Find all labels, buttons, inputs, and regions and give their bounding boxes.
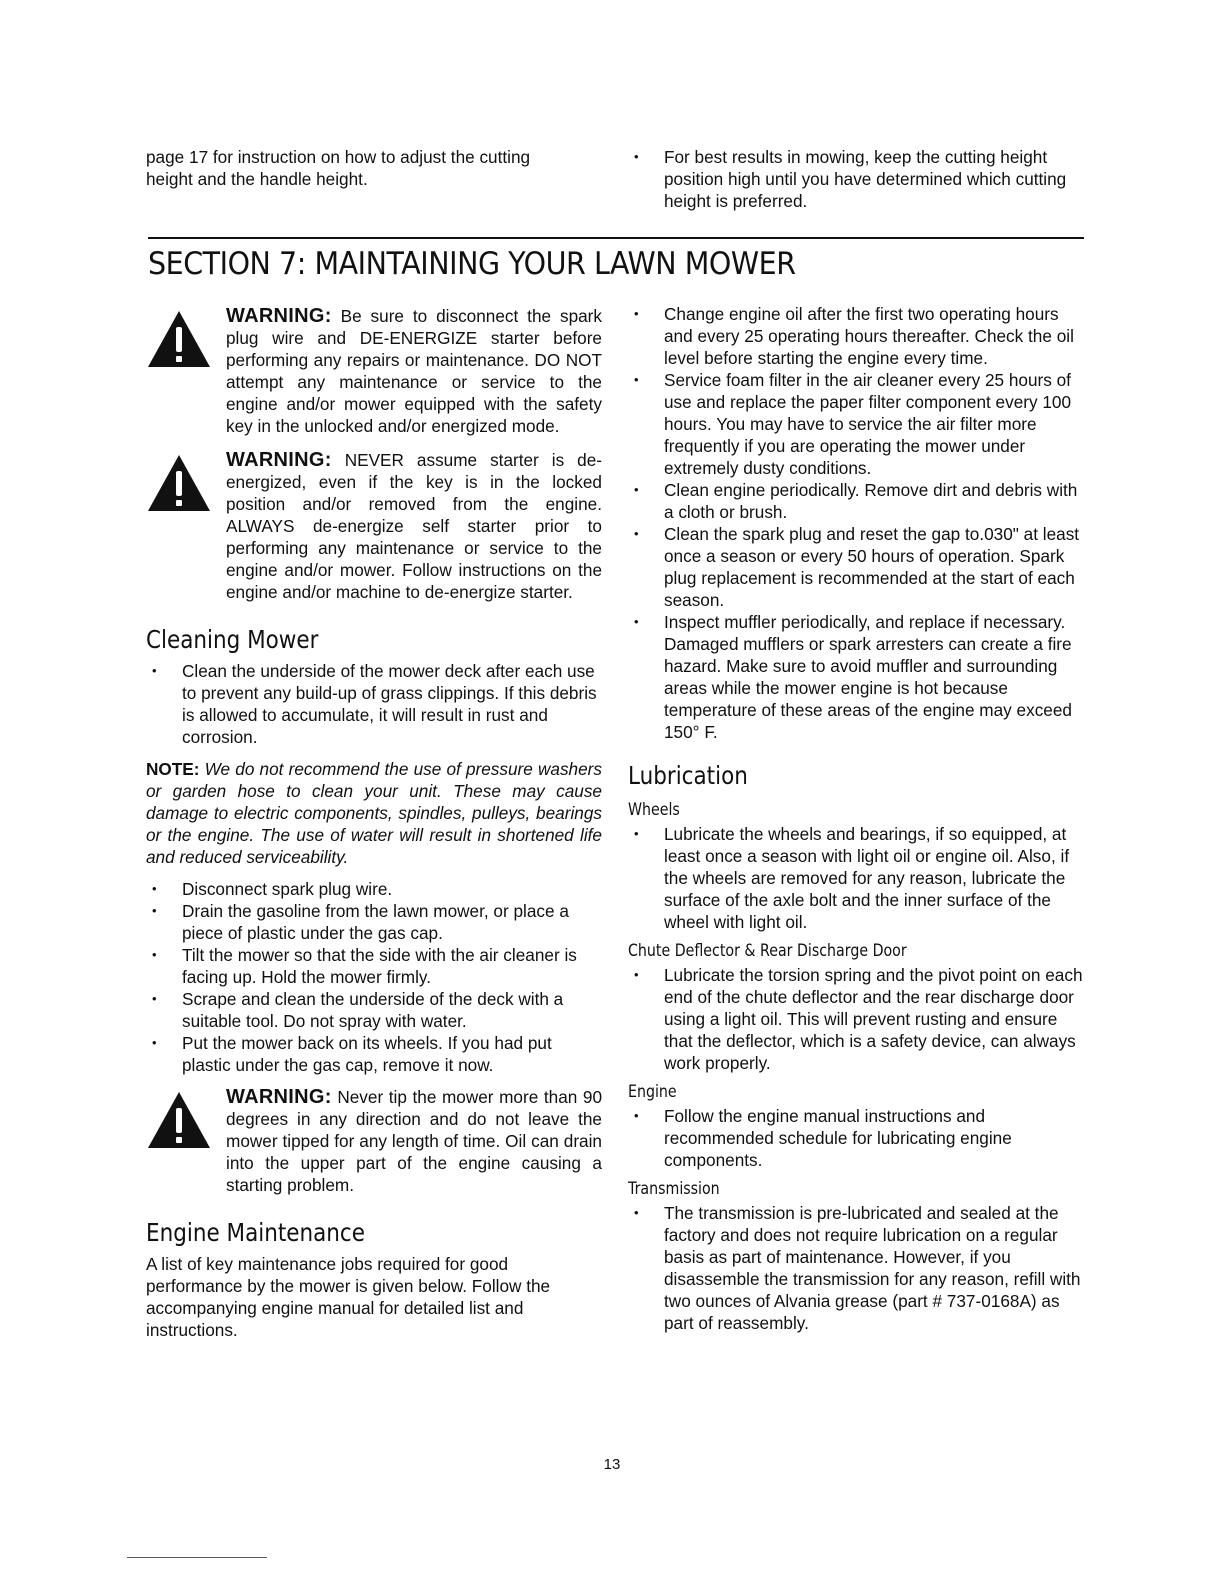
warning-triangle-icon [146, 1090, 212, 1150]
section-title: SECTION 7: MAINTAINING YOUR LAWN MOWER [148, 246, 796, 282]
maintenance-list [628, 303, 1084, 743]
transmission-subheading: Transmission [628, 1179, 720, 1198]
footer-rule [127, 1557, 267, 1558]
warning-label: WARNING: [226, 305, 332, 327]
engine-maintenance-text: A list of key maintenance jobs required for good performance by the mower is given below. Follow the accompanying engine manual for detailed list and instructions. [146, 1254, 551, 1340]
note-text: We do not recommend the use of pressure washers or garden hose to clean your unit. These may cause damage to electric components, spindles, pulleys, bearings or the engine. The use of water will result in shortened life and reduced serviceability. [146, 759, 602, 867]
top-right-text-block [628, 146, 1084, 212]
warning-block-3 [146, 1086, 602, 1196]
list-item: • Clean the underside of the mower deck after each use to prevent any build-up of grass clippings. If this debris is allowed to accumulate, it will result in rust and corrosion. [146, 660, 602, 748]
cleaning-heading: Cleaning Mower [146, 625, 319, 654]
list-item: • Put the mower back on its wheels. If you had put plastic under the gas cap, remove it now. [146, 1032, 602, 1076]
left-column [146, 305, 602, 1341]
lubrication-heading: Lubrication [628, 761, 748, 790]
list-item: • Scrape and clean the underside of the deck with a suitable tool. Do not spray with water. [146, 988, 602, 1032]
warning-block-1 [146, 305, 602, 437]
list-item: • Clean the spark plug and reset the gap to.030" at least once a season or every 50 hours of operation. Spark plug replacement is recommended at the start of each season. [628, 523, 1084, 611]
note-label: NOTE: [146, 759, 200, 779]
top-right-bullet: • For best results in mowing, keep the cutting height position high until you have determined which cutting height is preferred. [628, 146, 1084, 212]
list-item: • Disconnect spark plug wire. [146, 878, 602, 900]
top-left-text-block [146, 146, 566, 190]
transmission-text: • The transmission is pre-lubricated and sealed at the factory and does not require lubrication on a regular basis as part of maintenance. However, if you disassemble the transmission for any reason, refill with two ounces of Alvania grease (part # 737-0168A) as part of reassembly. [628, 1202, 1084, 1334]
warning-label: WARNING: [226, 1086, 332, 1108]
right-column [628, 303, 1084, 1334]
engine-maintenance-heading: Engine Maintenance [146, 1218, 365, 1247]
warning-text: Be sure to disconnect the spark plug wire and DE-ENERGIZE starter before performing any repairs or maintenance. DO NOT attempt any maintenance or service to the engine and/or mower equipped with the safety key in the unlocked and/or energized mode. [226, 306, 602, 436]
warning-triangle-icon [146, 309, 212, 369]
list-item: • Service foam filter in the air cleaner every 25 hours of use and replace the paper filter component every 100 hours. You may have to service the air filter more frequently if you are operating the mower under extremely dusty conditions. [628, 369, 1084, 479]
note-paragraph [146, 758, 602, 868]
engine-text: • Follow the engine manual instructions and recommended schedule for lubricating engine components. [628, 1105, 1084, 1171]
list-item: • Change engine oil after the first two operating hours and every 25 operating hours thereafter. Check the oil level before starting the engine every time. [628, 303, 1084, 369]
cleaning-steps [146, 878, 602, 1076]
warning-block-2 [146, 449, 602, 603]
top-left-text: page 17 for instruction on how to adjust the cutting height and the handle height. [146, 147, 531, 189]
page-number: 13 [603, 1456, 621, 1473]
list-item: • Clean engine periodically. Remove dirt and debris with a cloth or brush. [628, 479, 1084, 523]
list-item: • Inspect muffler periodically, and replace if necessary. Damaged mufflers or spark arresters can create a fire hazard. Make sure to avoid muffler and surrounding areas while the mower engine is hot because temperature of these areas of the engine may exceed 150° F. [628, 611, 1084, 743]
wheels-subheading: Wheels [628, 800, 680, 819]
list-item: • Tilt the mower so that the side with the air cleaner is facing up. Hold the mower firmly. [146, 944, 602, 988]
warning-text: NEVER assume starter is de-energized, even if the key is in the locked position and/or removed from the engine. ALWAYS de-energize self starter prior to performing any maintenance or service to the engine and/or mower. Follow instructions on the engine and/or machine to de-energize starter. [226, 450, 602, 602]
chute-text: • Lubricate the torsion spring and the pivot point on each end of the chute deflector and the rear discharge door using a light oil. This will prevent rusting and ensure that the deflector, which is a safety device, can always work properly. [628, 964, 1084, 1074]
warning-text: Never tip the mower more than 90 degrees in any direction and do not leave the mower tipped for any length of time. Oil can drain into the upper part of the engine causing a starting problem. [226, 1087, 603, 1195]
list-item: • Drain the gasoline from the lawn mower, or place a piece of plastic under the gas cap. [146, 900, 602, 944]
warning-label: WARNING: [226, 449, 332, 471]
cleaning-list [146, 660, 602, 748]
chute-subheading: Chute Deflector & Rear Discharge Door [628, 941, 907, 960]
engine-subheading: Engine [628, 1082, 677, 1101]
wheels-text: • Lubricate the wheels and bearings, if so equipped, at least once a season with light oil or engine oil. Also, if the wheels are removed for any reason, lubricate the surface of the axle bolt and the inner surface of the wheel with light oil. [628, 823, 1084, 933]
section-divider [148, 237, 1084, 239]
warning-triangle-icon [146, 453, 212, 513]
